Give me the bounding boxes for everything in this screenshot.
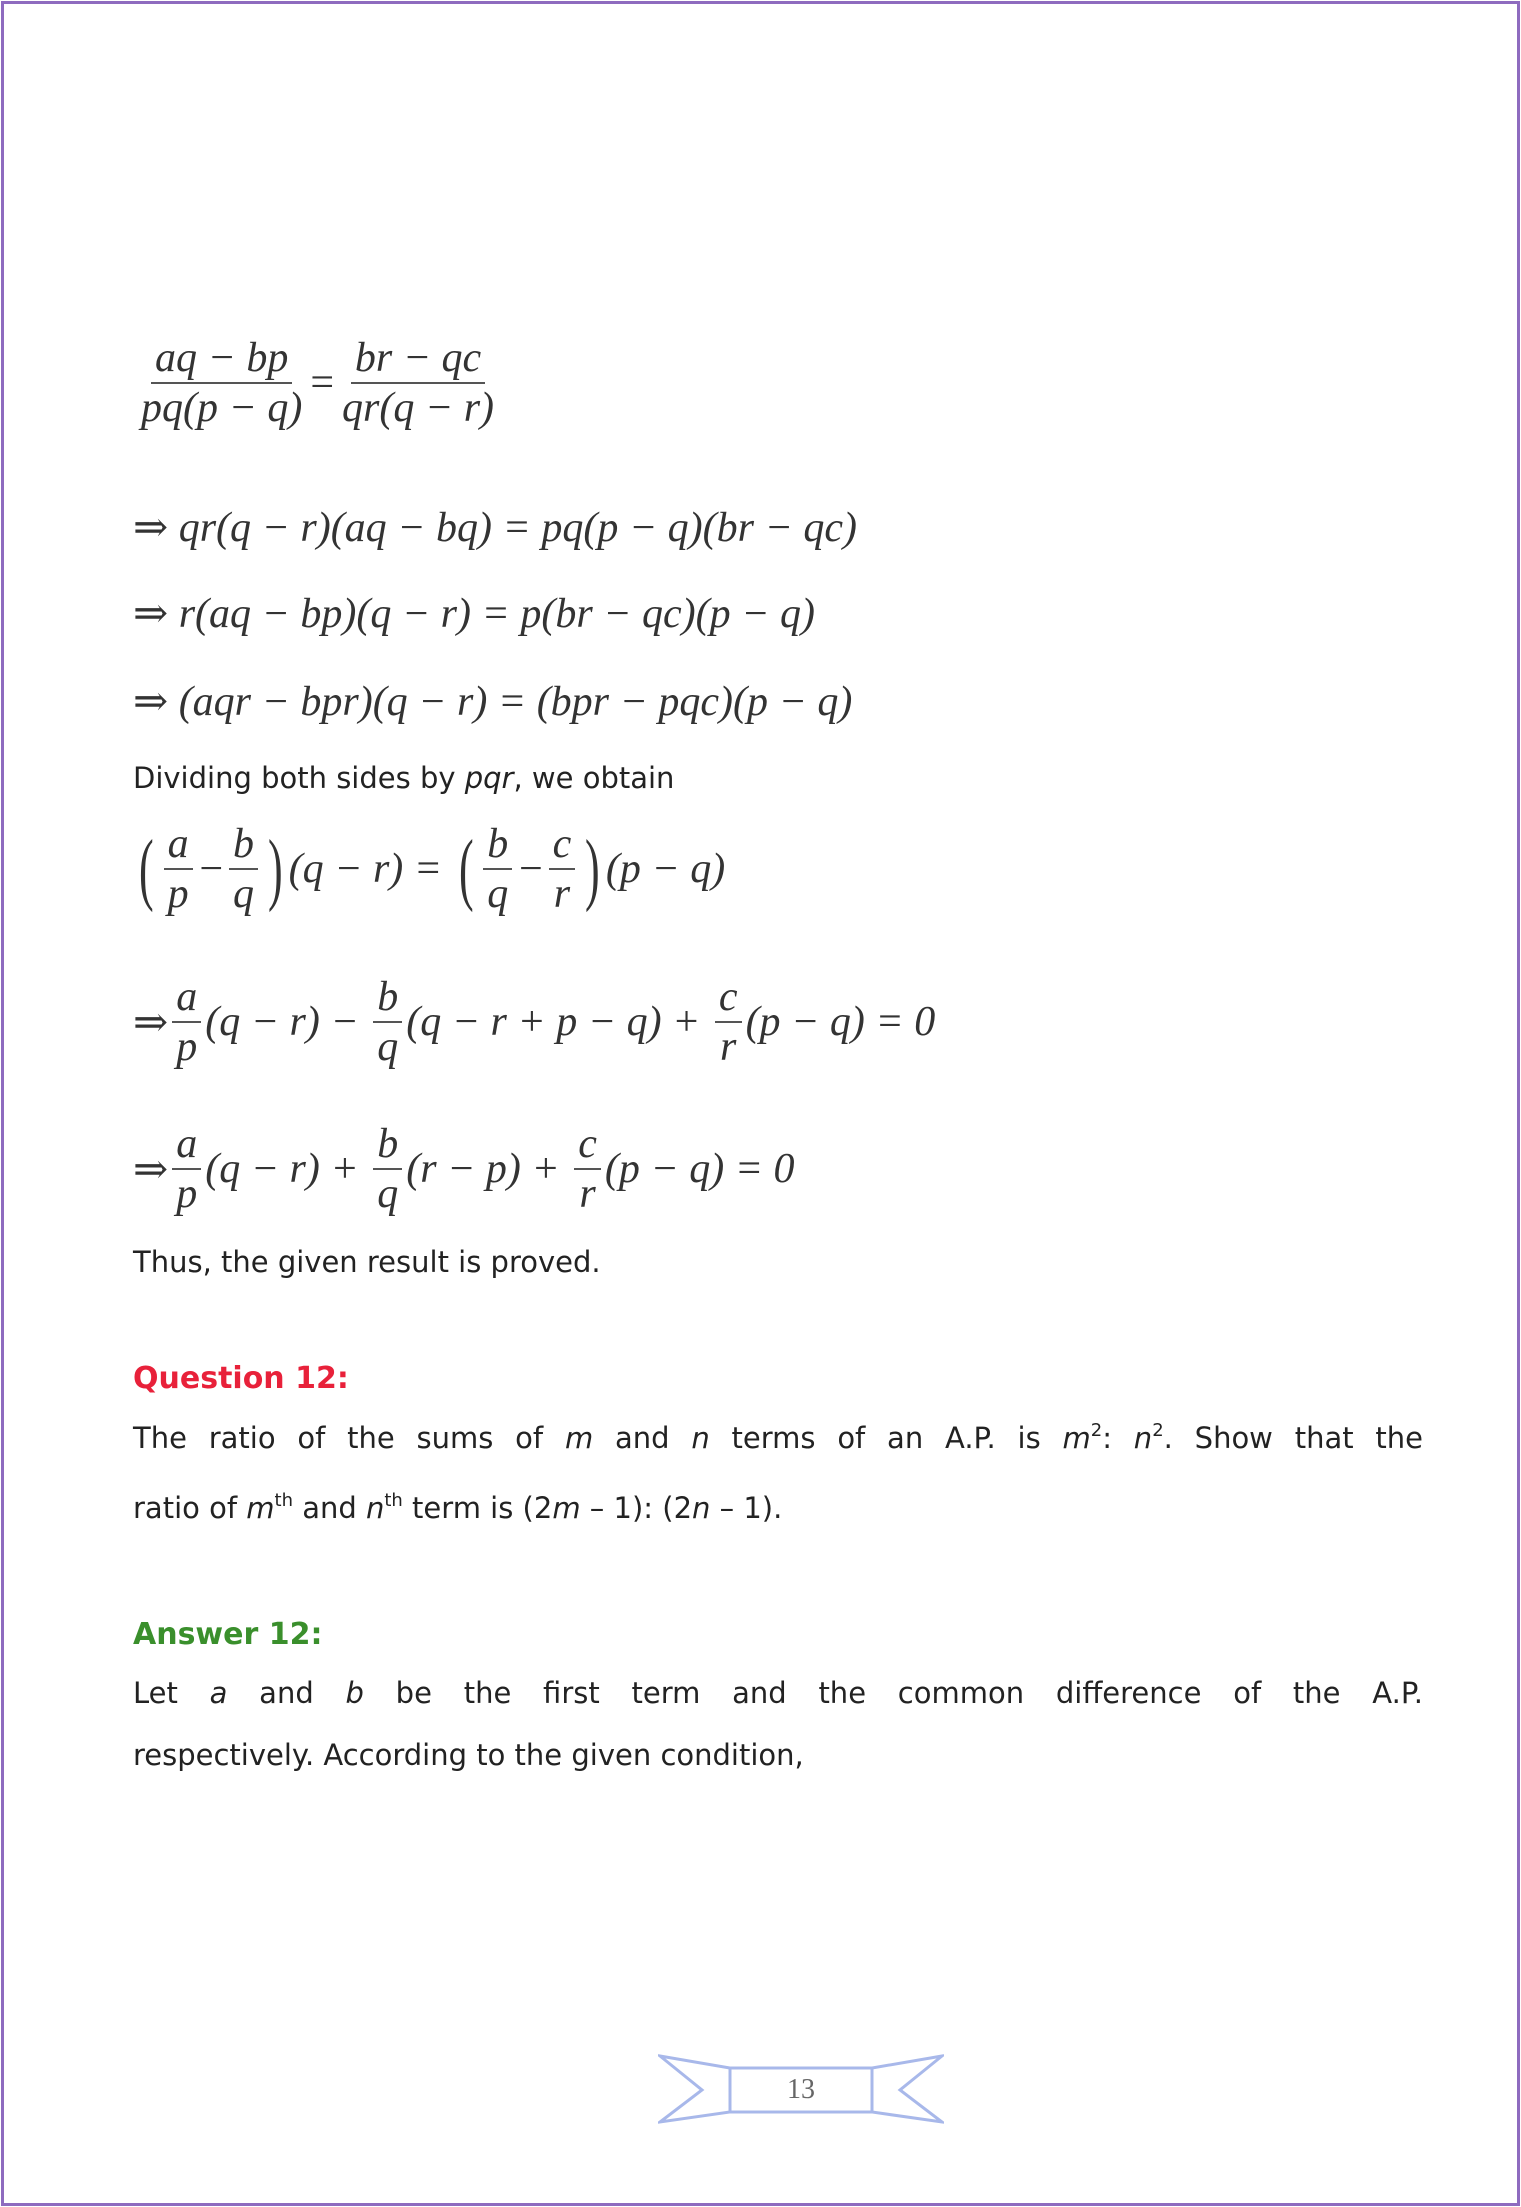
fraction xyxy=(172,1122,201,1216)
fraction xyxy=(373,1122,402,1216)
implies-arrow: ⇒ xyxy=(133,1147,169,1194)
denominator: r xyxy=(720,1024,737,1071)
answer-line-1 xyxy=(133,1673,1423,1713)
text: : xyxy=(1102,1421,1134,1455)
text: Dividing both sides by xyxy=(133,761,465,795)
text-italic: pqr xyxy=(464,761,514,795)
text: term is (2 xyxy=(402,1491,553,1525)
fraction xyxy=(373,975,402,1069)
expr: (r − p) + xyxy=(406,1146,571,1193)
denominator: r xyxy=(553,871,571,918)
numerator: c xyxy=(715,975,742,1023)
answer-line-2: respectively. According to the given condition, xyxy=(133,1738,804,1772)
text: and xyxy=(227,1676,346,1710)
equation-6 xyxy=(133,975,935,1069)
denominator: p xyxy=(176,1171,198,1218)
superscript: th xyxy=(384,1490,403,1511)
question-line-2 xyxy=(133,1488,1423,1528)
equals: = xyxy=(310,360,335,407)
minus: − xyxy=(516,846,545,893)
denominator: p xyxy=(167,871,189,918)
numerator: b xyxy=(483,822,512,870)
text: – 1): (2 xyxy=(580,1491,693,1525)
expr: (q − r + p − q) + xyxy=(406,999,711,1046)
numerator: c xyxy=(549,822,576,870)
answer-heading: Answer 12: xyxy=(133,1617,323,1652)
equation-7 xyxy=(133,1122,795,1216)
text: be the first term and the common difference of the A.P. xyxy=(363,1676,1424,1710)
denominator: qr(q − r) xyxy=(342,385,495,432)
numerator: a xyxy=(172,1122,201,1170)
equation-5 xyxy=(133,822,725,916)
superscript: 2 xyxy=(1152,1420,1164,1441)
numerator: br − qc xyxy=(351,336,485,384)
var: m xyxy=(246,1491,275,1525)
numerator: aq − bp xyxy=(151,336,292,384)
text: The ratio of the sums of xyxy=(133,1421,565,1455)
expr: (q − r) + xyxy=(205,1146,370,1193)
var: a xyxy=(209,1676,228,1710)
text: , we obtain xyxy=(513,761,675,795)
text: – 1). xyxy=(710,1491,783,1525)
denominator: q xyxy=(232,871,254,918)
paren: ) xyxy=(585,825,600,914)
text: and xyxy=(292,1491,366,1525)
expr: (p − q) xyxy=(605,846,726,893)
minus: − xyxy=(196,846,225,893)
expr: (p − q) = 0 xyxy=(604,1146,795,1193)
question-heading: Question 12: xyxy=(133,1361,349,1396)
var: m xyxy=(552,1491,581,1525)
var: m xyxy=(564,1421,594,1455)
numerator: c xyxy=(574,1122,601,1170)
fraction xyxy=(164,822,193,916)
numerator: b xyxy=(373,1122,402,1170)
var: m xyxy=(1062,1421,1091,1455)
expr: (q − r) − xyxy=(205,999,370,1046)
page-number-banner xyxy=(658,2050,944,2128)
equation-1 xyxy=(133,336,502,430)
fraction xyxy=(574,1122,601,1216)
var: n xyxy=(1133,1421,1153,1455)
numerator: a xyxy=(164,822,193,870)
text: Let xyxy=(133,1676,210,1710)
fraction xyxy=(229,822,258,916)
fraction xyxy=(715,975,742,1069)
equation-4: ⇒ (aqr − bpr)(q − r) = (bpr − pqc)(p − q) xyxy=(133,679,853,725)
conclusion-text: Thus, the given result is proved. xyxy=(133,1245,601,1279)
dividing-text xyxy=(133,758,1423,798)
page-border xyxy=(1,1,1520,2206)
text: terms of an A.P. is xyxy=(709,1421,1063,1455)
paren: ) xyxy=(267,825,283,914)
text: ratio of xyxy=(133,1491,247,1525)
text: and xyxy=(593,1421,692,1455)
denominator: q xyxy=(487,871,509,918)
numerator: b xyxy=(229,822,258,870)
denominator: q xyxy=(377,1024,399,1071)
paren: ( xyxy=(458,825,474,914)
expr: (p − q) = 0 xyxy=(745,999,936,1046)
page-number: 13 xyxy=(787,2074,815,2105)
var: n xyxy=(365,1491,385,1525)
superscript: th xyxy=(274,1490,293,1511)
equation-3: ⇒ r(aq − bp)(q − r) = p(br − qc)(p − q) xyxy=(133,591,815,637)
text: . Show that the xyxy=(1163,1421,1423,1455)
var: n xyxy=(692,1491,711,1525)
paren: ( xyxy=(138,825,154,914)
fraction xyxy=(549,822,576,916)
numerator: b xyxy=(373,975,402,1023)
var: b xyxy=(345,1676,364,1710)
fraction xyxy=(137,336,306,430)
fraction xyxy=(483,822,512,916)
denominator: p xyxy=(176,1024,198,1071)
implies-arrow: ⇒ xyxy=(133,1000,169,1047)
denominator: pq(p − q) xyxy=(141,385,303,432)
equation-2: ⇒ qr(q − r)(aq − bq) = pq(p − q)(br − qc) xyxy=(133,505,857,551)
fraction xyxy=(338,336,498,430)
var: n xyxy=(691,1421,710,1455)
denominator: q xyxy=(377,1171,399,1218)
fraction xyxy=(172,975,201,1069)
question-line-1 xyxy=(133,1418,1423,1458)
numerator: a xyxy=(172,975,201,1023)
expr: (q − r) = xyxy=(288,846,453,893)
superscript: 2 xyxy=(1090,1420,1103,1441)
denominator: r xyxy=(579,1171,596,1218)
